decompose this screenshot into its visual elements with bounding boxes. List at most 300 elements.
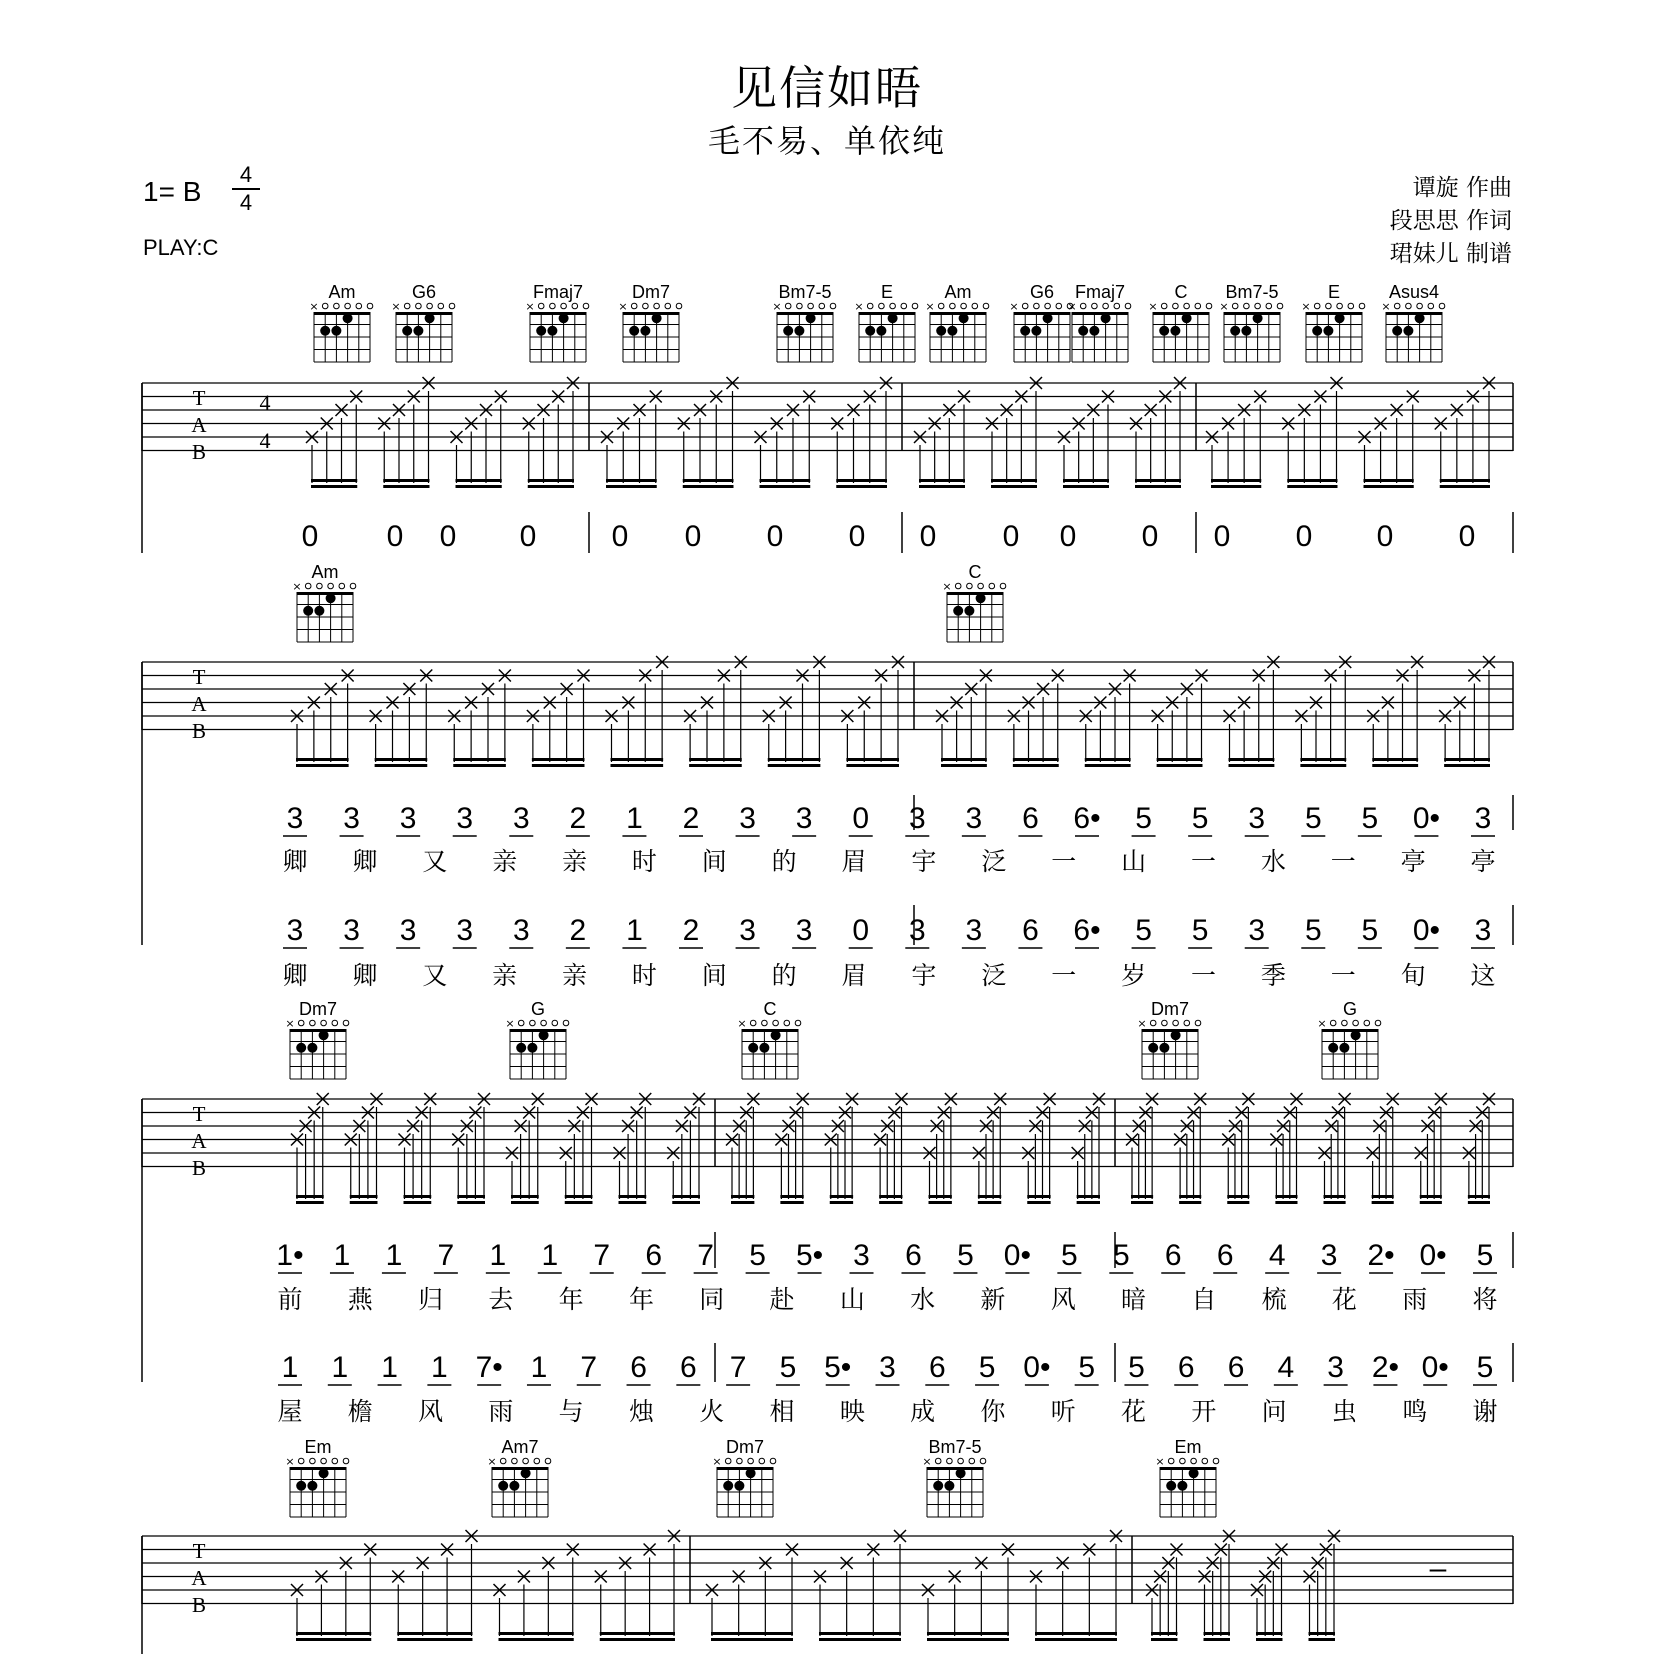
beam (1275, 1201, 1297, 1204)
jianpu-note: 5 (978, 1351, 996, 1384)
jianpu-note: 3 (1248, 914, 1266, 947)
beam (1444, 758, 1490, 761)
lyric: 将 (1472, 1285, 1498, 1314)
beam (1179, 1195, 1201, 1198)
beam (565, 1195, 593, 1198)
tab-letter: B (191, 440, 207, 464)
lyric: 又 (422, 961, 448, 990)
beam (375, 764, 428, 767)
jianpu-note: 3 (908, 802, 926, 835)
jianpu-note: 3 (399, 914, 417, 947)
chord-diagram (737, 1017, 800, 1079)
chord-diagram (505, 1017, 568, 1079)
beam (846, 764, 899, 767)
chord-name: Am (944, 282, 972, 302)
beam (1035, 1632, 1117, 1635)
beam (1256, 1638, 1283, 1641)
jianpu-note: 3 (1474, 802, 1492, 835)
lyric: 宇 (911, 961, 937, 990)
chord-name: C (763, 999, 777, 1019)
lyric: 亭 (1400, 847, 1426, 876)
beam (1440, 485, 1490, 488)
beam (1309, 1632, 1336, 1635)
svg-text:×: × (1301, 300, 1311, 313)
jianpu-note: 3 (965, 802, 983, 835)
jianpu-note: 0 (766, 520, 784, 553)
svg-text:×: × (1009, 300, 1019, 313)
jianpu-note: 1 (626, 914, 643, 947)
beam (1227, 1201, 1249, 1204)
beam (1063, 479, 1109, 482)
beam (600, 1638, 675, 1641)
jianpu-note: 5 (957, 1239, 974, 1272)
chord-diagram (391, 300, 454, 362)
lyric: 泛 (981, 847, 1007, 876)
lyric: 眉 (841, 847, 867, 876)
beam (311, 479, 357, 482)
chord-diagram (285, 1455, 348, 1517)
tab-letter: A (191, 1129, 207, 1153)
jianpu-note: 6 (1022, 914, 1039, 947)
jianpu-note: 1 (489, 1239, 507, 1272)
jianpu-note: 1 (333, 1239, 351, 1272)
jianpu-note: 3 (456, 802, 474, 835)
beam (1309, 1638, 1336, 1641)
beam (453, 758, 506, 761)
jianpu-note: 0• (1412, 802, 1441, 835)
jianpu-note: 5 (1191, 914, 1209, 947)
beam (456, 479, 502, 482)
svg-text:×: × (292, 580, 302, 593)
beam (731, 1201, 754, 1204)
jianpu-note: 6 (1022, 802, 1039, 835)
jianpu-note: 5 (1191, 802, 1209, 835)
beam (1135, 479, 1181, 482)
chord-name: Asus4 (1388, 282, 1440, 302)
beam (780, 1201, 803, 1204)
jianpu-note: 5 (1128, 1351, 1145, 1384)
beam (1085, 764, 1131, 767)
chord-name: Am7 (501, 1437, 539, 1457)
jianpu-note: 2• (1371, 1351, 1400, 1384)
svg-text:×: × (525, 300, 535, 313)
jianpu-note: 5 (1078, 1351, 1096, 1384)
lyric: 鸣 (1402, 1397, 1428, 1426)
beam (296, 1195, 324, 1198)
jianpu-note: 3 (739, 914, 756, 947)
jianpu-note: 0 (519, 520, 537, 553)
chord-name: C (1174, 282, 1188, 302)
beam (1179, 1201, 1201, 1204)
beam (1364, 485, 1414, 488)
beam (819, 1632, 901, 1635)
beam (611, 758, 664, 761)
lyric: 赴 (769, 1285, 795, 1314)
lyric: 年 (558, 1285, 584, 1314)
beam (978, 1201, 1001, 1204)
beam (619, 1195, 647, 1198)
beam (1324, 1195, 1346, 1198)
jianpu-note: 0 (439, 520, 457, 553)
time-signature-bottom: 4 (239, 190, 253, 215)
lyric: 间 (701, 961, 727, 990)
jianpu-note: 5 (1112, 1239, 1130, 1272)
lyric: 檐 (347, 1397, 373, 1426)
beam (383, 485, 429, 488)
jianpu-note: 5• (824, 1351, 852, 1384)
jianpu-note: 3 (879, 1351, 896, 1384)
chord-name: Dm7 (298, 999, 338, 1019)
tab-timesig: 4 (259, 428, 271, 453)
chord-diagram (525, 300, 588, 362)
beam (1151, 1638, 1178, 1641)
jianpu-note: 1 (431, 1351, 448, 1384)
beam (453, 764, 506, 767)
lyric: 花 (1331, 1285, 1357, 1314)
jianpu-note: 6• (1073, 914, 1101, 947)
beam (457, 1201, 485, 1204)
jianpu-note: 6 (645, 1239, 663, 1272)
beam (941, 764, 987, 767)
jianpu-note: 0• (1421, 1351, 1449, 1384)
jianpu-note: 0• (1419, 1239, 1447, 1272)
jianpu-note: 4 (1277, 1351, 1295, 1384)
beam (375, 758, 428, 761)
jianpu-note: 5 (1061, 1239, 1078, 1272)
jianpu-note: 0 (611, 520, 629, 553)
jianpu-note: 0 (852, 802, 870, 835)
lyric: 同 (699, 1285, 725, 1314)
beam (528, 485, 574, 488)
beam (836, 485, 887, 488)
lyric: 又 (422, 847, 448, 876)
lyric: 一 (1330, 847, 1356, 876)
svg-text:×: × (772, 300, 782, 313)
tab-letter: T (192, 386, 206, 410)
jianpu-note: 0• (1023, 1351, 1051, 1384)
jianpu-note: 7 (729, 1351, 747, 1384)
artists: 毛不易、单依纯 (707, 122, 946, 160)
chord-diagram (1219, 300, 1282, 362)
beam (1372, 1195, 1394, 1198)
beam (927, 1638, 1009, 1641)
beam (1227, 1195, 1249, 1198)
jianpu-note: 3 (1474, 914, 1492, 947)
jianpu-note: 7 (437, 1239, 455, 1272)
jianpu-note: 3 (286, 802, 304, 835)
jianpu-note: 5 (1135, 914, 1152, 947)
beam (528, 479, 574, 482)
lyric: 燕 (347, 1285, 373, 1314)
beam (611, 764, 664, 767)
jianpu-note: 5 (749, 1239, 766, 1272)
beam (1300, 764, 1346, 767)
lyric: 一 (1051, 847, 1077, 876)
beam (311, 485, 357, 488)
beam (619, 1201, 647, 1204)
chord-diagram (1381, 300, 1444, 362)
svg-text:×: × (854, 300, 864, 313)
jianpu-note: 6 (1177, 1351, 1195, 1384)
jianpu-note: 4 (1268, 1239, 1286, 1272)
jianpu-note: 6 (630, 1351, 647, 1384)
lyric: 亲 (492, 847, 518, 876)
jianpu-note: 7 (697, 1239, 714, 1272)
svg-text:×: × (285, 1455, 295, 1468)
jianpu-note: 0 (301, 520, 319, 553)
lyric: 归 (418, 1285, 444, 1314)
lyric: 卿 (282, 847, 308, 876)
lyric: 雨 (1402, 1285, 1428, 1314)
beam (919, 485, 965, 488)
lyric: 火 (699, 1397, 725, 1426)
chord-name: E (1327, 282, 1341, 302)
jianpu-note: 0 (1141, 520, 1159, 553)
lyric: 一 (1330, 961, 1356, 990)
lyric: 暗 (1121, 1285, 1147, 1314)
lyric: 卿 (352, 961, 378, 990)
lyric: 季 (1260, 961, 1286, 990)
beam (404, 1195, 432, 1198)
jianpu-note: 0 (1295, 520, 1313, 553)
jianpu-note: 1 (530, 1351, 548, 1384)
composer: 谭旋 作曲 (1412, 175, 1512, 201)
beam (1027, 1201, 1050, 1204)
lyric: 花 (1121, 1397, 1147, 1426)
jianpu-note: 6• (1073, 802, 1101, 835)
tab-letter: B (191, 1156, 207, 1180)
beam (830, 1201, 853, 1204)
jianpu-note: 3 (795, 802, 813, 835)
beam (978, 1195, 1001, 1198)
svg-text:×: × (1067, 300, 1077, 313)
chord-name: G (1342, 999, 1358, 1019)
beam (991, 485, 1037, 488)
lyric: 屋 (277, 1397, 303, 1426)
jianpu-note: 5 (1361, 914, 1379, 947)
jianpu-note: 2 (682, 914, 700, 947)
jianpu-note: 2 (569, 802, 587, 835)
beam (919, 479, 965, 482)
chord-name: Em (304, 1437, 332, 1457)
jianpu-note: 3 (1248, 802, 1266, 835)
jianpu-note: 1 (331, 1351, 349, 1384)
lyric: 烛 (628, 1397, 654, 1426)
beam (532, 758, 585, 761)
beam (927, 1632, 1009, 1635)
lyric: 风 (1050, 1285, 1076, 1314)
beam (941, 758, 987, 761)
chord-name: Am (328, 282, 356, 302)
jianpu-note: 3 (739, 802, 756, 835)
chord-name: Dm7 (1150, 999, 1190, 1019)
lyric: 亲 (562, 961, 588, 990)
beam (760, 485, 811, 488)
beam (511, 1201, 539, 1204)
chord-diagram (1009, 300, 1072, 362)
jianpu-note: 3 (456, 914, 474, 947)
beam (350, 1201, 378, 1204)
jianpu-note: 6 (1227, 1351, 1245, 1384)
jianpu-note: 2 (569, 914, 587, 947)
lyric: 自 (1191, 1285, 1217, 1314)
chord-diagram (925, 300, 988, 362)
lyric: 亲 (492, 961, 518, 990)
beam (404, 1201, 432, 1204)
lyric: 年 (628, 1285, 654, 1314)
chord-diagram (292, 580, 355, 642)
lyric: 一 (1051, 961, 1077, 990)
jianpu-note: 6 (905, 1239, 922, 1272)
beam (991, 479, 1037, 482)
svg-text:×: × (309, 300, 319, 313)
tab-letter: A (191, 413, 207, 437)
lyric: 听 (1050, 1397, 1076, 1426)
beam (296, 758, 349, 761)
lyric: 亭 (1470, 847, 1496, 876)
lyric: 前 (277, 1285, 303, 1314)
chord-name: G6 (1029, 282, 1055, 302)
beam (929, 1201, 952, 1204)
beam (1204, 1632, 1231, 1635)
beam (1256, 1632, 1283, 1635)
beam (1131, 1201, 1153, 1204)
jianpu-note: 0 (1376, 520, 1394, 553)
beam (1444, 764, 1490, 767)
chord-name: Fmaj7 (532, 282, 584, 302)
chord-diagram (922, 1455, 985, 1517)
jianpu-note: 0 (919, 520, 937, 553)
beam (1013, 764, 1059, 767)
tab-letter: B (191, 719, 207, 743)
jianpu-note: 0 (386, 520, 404, 553)
jianpu-note: 3 (343, 914, 360, 947)
lyric: 这 (1470, 961, 1496, 990)
jianpu-note: 5 (1304, 914, 1322, 947)
beam (731, 1195, 754, 1198)
beam (1077, 1201, 1100, 1204)
lyric: 雨 (488, 1397, 514, 1426)
jianpu-note: 1 (281, 1351, 299, 1384)
beam (1063, 485, 1109, 488)
beam (1468, 1201, 1490, 1204)
rest-mark: – (1429, 1552, 1447, 1585)
lyric: 你 (980, 1397, 1006, 1426)
beam (1420, 1201, 1442, 1204)
chord-diagram (285, 1017, 348, 1079)
beam (672, 1195, 700, 1198)
svg-text:×: × (1317, 1017, 1327, 1030)
beam (1372, 764, 1418, 767)
jianpu-note: 0 (848, 520, 866, 553)
beam (1287, 485, 1337, 488)
jianpu-note: 0 (1059, 520, 1077, 553)
jianpu-note: 7• (475, 1351, 503, 1384)
beam (689, 758, 742, 761)
jianpu-note: 5 (1476, 1239, 1494, 1272)
lyric: 与 (558, 1397, 584, 1426)
svg-text:×: × (487, 1455, 497, 1468)
lyric: 时 (631, 847, 657, 876)
tab-letter: T (192, 665, 206, 689)
beam (296, 1638, 371, 1641)
jianpu-note: 1 (626, 802, 643, 835)
lyric: 卿 (352, 847, 378, 876)
jianpu-note: 0 (1002, 520, 1020, 553)
play-key: PLAY:C (143, 235, 219, 260)
lyric: 时 (631, 961, 657, 990)
jianpu-note: 3 (512, 802, 530, 835)
jianpu-note: 3 (343, 802, 360, 835)
chord-name: Am (311, 562, 339, 582)
jianpu-note: 0• (1003, 1239, 1031, 1272)
jianpu-note: 1 (541, 1239, 559, 1272)
beam (296, 1632, 371, 1635)
beam (1468, 1195, 1490, 1198)
song-title: 见信如晤 (731, 61, 923, 115)
lyric: 卿 (282, 961, 308, 990)
lyric: 开 (1191, 1397, 1217, 1426)
lyric: 新 (980, 1285, 1006, 1314)
svg-text:×: × (285, 1017, 295, 1030)
beam (846, 758, 899, 761)
beam (768, 764, 821, 767)
jianpu-note: 3 (399, 802, 417, 835)
beam (672, 1201, 700, 1204)
beam (1211, 479, 1261, 482)
beam (1157, 764, 1203, 767)
beam (1275, 1195, 1297, 1198)
tab-letter: T (192, 1539, 206, 1563)
jianpu-note: 3 (1320, 1239, 1338, 1272)
svg-text:×: × (1155, 1455, 1165, 1468)
chord-name: Bm7-5 (778, 282, 832, 302)
beam (600, 1632, 675, 1635)
beam (1229, 758, 1275, 761)
beam (711, 1638, 793, 1641)
beam (819, 1638, 901, 1641)
beam (1204, 1638, 1231, 1641)
beam (1229, 764, 1275, 767)
beam (397, 1632, 472, 1635)
chord-diagram (1155, 1455, 1218, 1517)
lyric: 一 (1190, 961, 1216, 990)
svg-text:×: × (1148, 300, 1158, 313)
beam (1324, 1201, 1346, 1204)
beam (929, 1195, 952, 1198)
chord-name: C (968, 562, 982, 582)
beam (689, 764, 742, 767)
beam (879, 1195, 902, 1198)
svg-text:×: × (942, 580, 952, 593)
beam (1077, 1195, 1100, 1198)
lyric: 谢 (1472, 1397, 1498, 1426)
beam (1211, 485, 1261, 488)
jianpu-note: 5 (1361, 802, 1379, 835)
chord-name: Dm7 (631, 282, 671, 302)
lyric: 宇 (911, 847, 937, 876)
chord-diagram (309, 300, 372, 362)
svg-text:×: × (712, 1455, 722, 1468)
beam (768, 758, 821, 761)
jianpu-note: 1 (381, 1351, 398, 1384)
jianpu-note: 1 (385, 1239, 403, 1272)
beam (1420, 1195, 1442, 1198)
jianpu-note: 0 (1213, 520, 1231, 553)
beam (606, 485, 657, 488)
lyric: 映 (839, 1397, 865, 1426)
beam (457, 1195, 485, 1198)
